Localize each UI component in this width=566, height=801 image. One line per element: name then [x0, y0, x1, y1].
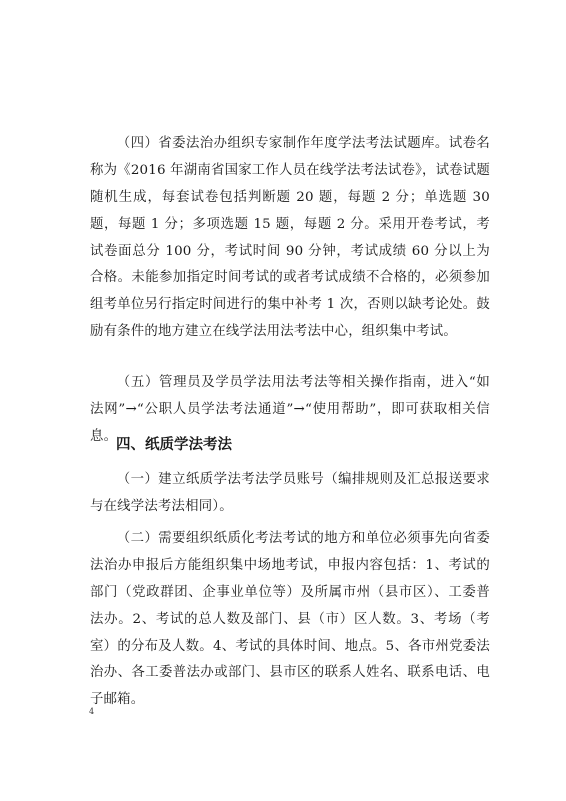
paragraph-operation-guide: （五）管理员及学员学法用法考法等相关操作指南，进入“如法网”→“公职人员学法考法通道”→“使用帮助”，即可获取相关信息。	[90, 375, 490, 444]
paragraph-exam-application: （二）需要组织纸质化考法考试的地方和单位必须事先向省委法治办申报后方能组织集中场地考试，申报内容包括：1、考试的部门（党政群团、企事业单位等）及所属市州（县市区）、工委普法办。2、考试的总人数及部门、县（市）区人数。3、考场（考室）的分布及人数。4、考试的具体时间、地点。5、各市州党委法治办、各工委普法办或部门、县市区的联系人姓名、联系电话、电子邮箱。	[90, 531, 490, 708]
paragraph-account-setup: （一）建立纸质学法考法学员账号（编排规则及汇总报送要求与在线学法考法相同）。	[90, 472, 490, 515]
section-heading: 四、纸质学法考法	[116, 437, 232, 453]
page-number: 4	[89, 707, 95, 716]
paragraph-exam-question-bank: （四）省委法治办组织专家制作年度学法考法试题库。试卷名称为《2016 年湖南省国家工作人员在线学法考法试卷》，试卷试题随机生成，每套试卷包括判断题 20 题，每题 2 分；单选题 30 题，每题 1 分；多项选题 15 题，每题 2 分。采用开卷考试，考试卷面总分 100 分，考试时间 90 分钟，考试成绩 60 分以上为合格。未能参加指定时间考试的或者考试成绩不合格的，必须参加组考单位另行指定时间进行的集中补考 1 次，否则以缺考论处。鼓励有条件的地方建立在线学法用法考法中心，组织集中考试。	[90, 136, 490, 339]
